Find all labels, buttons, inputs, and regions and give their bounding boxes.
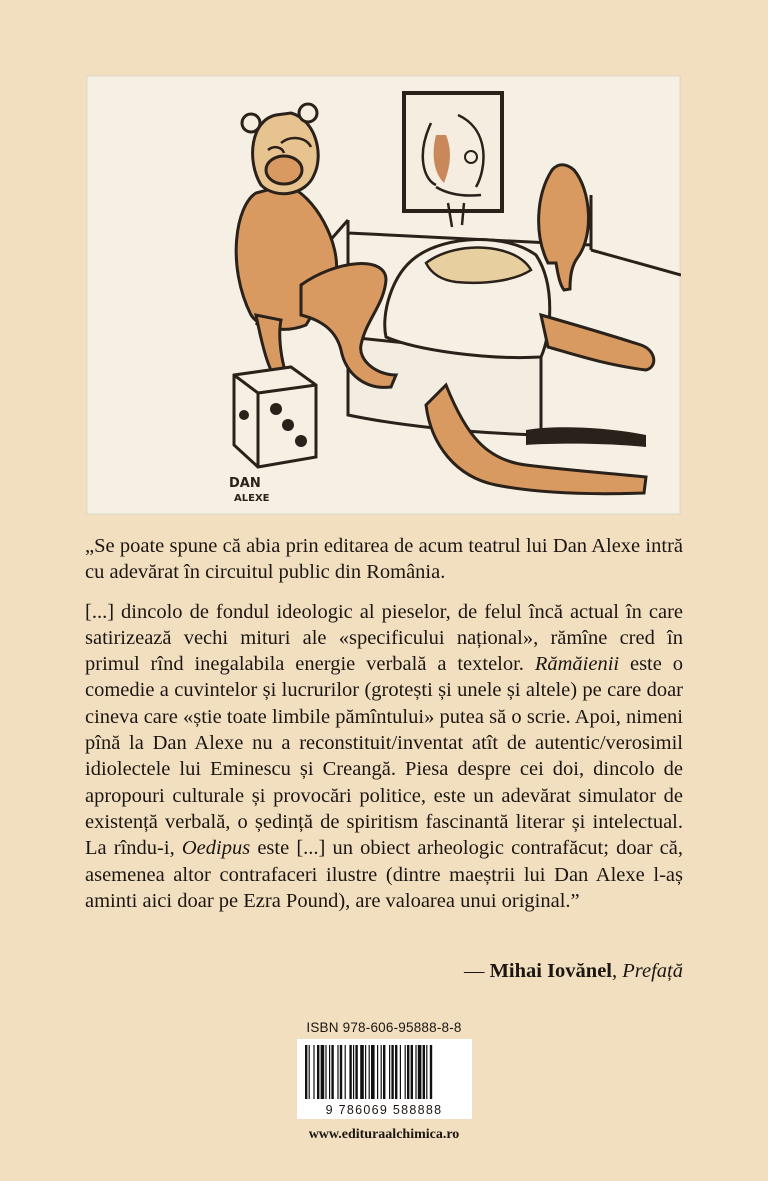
barcode-bar xyxy=(329,1045,330,1099)
attribution-separator: , xyxy=(612,960,623,982)
barcode-bar xyxy=(399,1045,400,1099)
isbn-block xyxy=(276,1020,492,1119)
barcode-bar xyxy=(365,1045,366,1099)
signature-dan: DAN xyxy=(229,476,261,491)
barcode-bar xyxy=(331,1045,333,1099)
signature-alexe: ALEXE xyxy=(234,493,270,504)
barcode-bar xyxy=(410,1045,412,1099)
barcode-digits: 9 786069 588888 xyxy=(325,1103,443,1117)
cover-illustration xyxy=(86,75,681,515)
dice xyxy=(234,367,316,467)
barcode-bar xyxy=(407,1045,409,1099)
barcode-bar xyxy=(320,1045,324,1099)
attribution-dash: — xyxy=(463,960,490,982)
barcode-bar xyxy=(383,1045,385,1099)
barcode-bar xyxy=(308,1045,309,1099)
barcode-bar xyxy=(325,1045,326,1099)
barcode-bar xyxy=(317,1045,319,1099)
barcode-bar xyxy=(368,1045,369,1099)
barcode-bar xyxy=(404,1045,405,1099)
quote-attribution xyxy=(464,960,683,983)
barcode-bar xyxy=(339,1045,341,1099)
attribution-author: Mihai Iovănel xyxy=(489,960,613,982)
wall-picture xyxy=(404,93,502,227)
blurb-quote xyxy=(85,533,683,914)
barcode-bar xyxy=(349,1045,351,1099)
barcode-bar xyxy=(426,1045,427,1099)
barcode-bar xyxy=(371,1045,375,1099)
barcode-bar xyxy=(429,1045,431,1099)
barcode-bar xyxy=(380,1045,381,1099)
attribution-work: Prefață xyxy=(622,960,683,982)
play-title-oedipus: Oedipus xyxy=(181,837,251,860)
barcode-bar xyxy=(415,1045,416,1099)
isbn-label: ISBN 978-606-95888-8-8 xyxy=(306,1020,462,1035)
barcode-bar xyxy=(395,1045,397,1099)
publisher-website[interactable]: www.edituraalchimica.ro xyxy=(308,1127,460,1142)
barcode-bar xyxy=(422,1045,424,1099)
barcode-bar xyxy=(353,1045,354,1099)
blurb-text-part-1: [...] dincolo de fondul ideologic al pieselor, de felul încă actual în care satirizează vechi mituri ale «specificului național», rămîne cred în primul rînd inegalabila energie verbală a textelor. xyxy=(85,600,683,676)
blurb-text-part-2: este o comedie a cuvintelor și lucrurilor (grotești și unele și altele) pe care doar cineva care «știe toate limbile pămîntului» putea să o scrie. Apoi, nimeni pînă la Dan Alexe nu a reconstituit/inventat atît de autentic/verosimil idiolectele lui Eminescu și Creangă. Piesa despre cei doi, dincolo de apropouri culturale și provocări politice, este un adevărat simulator de existență verbală, o ședință de spiritism fascinantă literar și intelectual. La rîndu-i, xyxy=(85,653,683,860)
blurb-text-part-3: este [...] un obiect arheologic contrafăcut; doar că, asemenea altor contrafaceri ilustre (dintre maeștrii lui Dan Alexe l-aș aminti aici doar pe Ezra Pound), are valoarea unui original.” xyxy=(85,837,683,912)
barcode-bar xyxy=(391,1045,393,1099)
barcode-bar xyxy=(360,1045,364,1099)
barcode-bar xyxy=(305,1045,307,1099)
barcode-bar xyxy=(313,1045,314,1099)
barcode-bar xyxy=(355,1045,357,1099)
barcode xyxy=(297,1039,472,1119)
barcode-bar xyxy=(389,1045,390,1099)
blurb-paragraph-1: „Se poate spune că abia prin editarea de acum teatrul lui Dan Alexe intră cu adevărat în circuitul public din România. xyxy=(85,535,683,584)
barcode-bar xyxy=(417,1045,421,1099)
blurb-paragraph-2 xyxy=(85,599,683,915)
barcode-bars xyxy=(305,1045,464,1099)
barcode-bar xyxy=(337,1045,338,1099)
play-title-ramaienii: Rămăienii xyxy=(534,653,620,676)
barcode-bar xyxy=(377,1045,378,1099)
barcode-bar xyxy=(344,1045,345,1099)
